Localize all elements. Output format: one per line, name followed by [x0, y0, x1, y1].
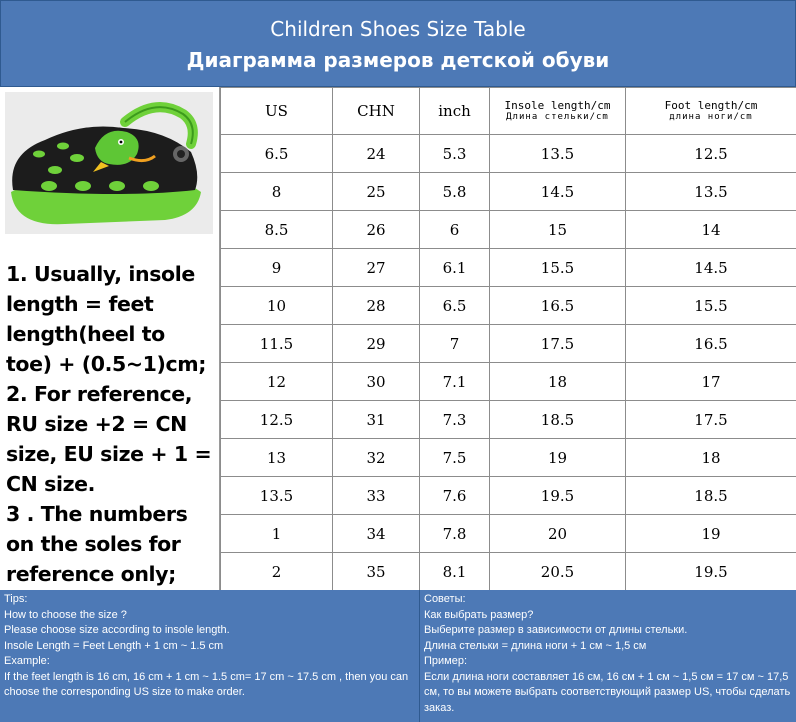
cell-us: 10 — [221, 287, 333, 325]
clog-shoe-icon — [5, 92, 213, 234]
cell-insole: 14.5 — [490, 173, 626, 211]
table-row — [221, 553, 796, 591]
table-row — [221, 439, 796, 477]
cell-chn: 26 — [333, 211, 420, 249]
product-image — [5, 92, 213, 234]
cell-inch: 7.8 — [420, 515, 490, 553]
cell-foot: 19.5 — [626, 553, 796, 591]
cell-chn: 29 — [333, 325, 420, 363]
cell-insole: 16.5 — [490, 287, 626, 325]
title-russian: Диаграмма размеров детской обуви — [186, 48, 610, 72]
tips-en-line: Tips: — [4, 593, 28, 605]
cell-chn: 32 — [333, 439, 420, 477]
tips-en-line: If the feet length is 16 cm, 16 cm + 1 cm ~ 1.5 cm= 17 cm ~ 17.5 cm , then you can choose the corresponding US size to make order. — [4, 670, 409, 698]
cell-us: 1 — [221, 515, 333, 553]
cell-chn: 34 — [333, 515, 420, 553]
cell-inch: 5.8 — [420, 173, 490, 211]
header-insole-ru: Длина стельки/cm — [506, 112, 609, 122]
table-body — [221, 135, 796, 591]
table-header-row — [221, 88, 796, 135]
cell-inch: 7.1 — [420, 363, 490, 401]
cell-us: 13.5 — [221, 477, 333, 515]
left-panel — [0, 87, 220, 590]
cell-insole: 20.5 — [490, 553, 626, 591]
cell-chn: 24 — [333, 135, 420, 173]
cell-foot: 17.5 — [626, 401, 796, 439]
cell-us: 2 — [221, 553, 333, 591]
cell-chn: 25 — [333, 173, 420, 211]
tips-en-line: Insole Length = Feet Length + 1 cm ~ 1.5 cm — [4, 639, 224, 652]
tips-english — [0, 590, 420, 722]
tips-ru-line: Выберите размер в зависимости от длины стельки. — [424, 624, 688, 636]
cell-insole: 15.5 — [490, 249, 626, 287]
table-row — [221, 477, 796, 515]
note-2: 2. For reference, RU size +2 = CN size, EU size + 1 = CN size. — [6, 382, 212, 496]
cell-us: 8 — [221, 173, 333, 211]
header-us: US — [221, 88, 333, 135]
cell-chn: 35 — [333, 553, 420, 591]
header-insole-en: Insole length/cm — [504, 99, 611, 112]
table-row — [221, 363, 796, 401]
cell-foot: 13.5 — [626, 173, 796, 211]
cell-us: 6.5 — [221, 135, 333, 173]
cell-insole: 19.5 — [490, 477, 626, 515]
cell-foot: 18 — [626, 439, 796, 477]
cell-inch: 5.3 — [420, 135, 490, 173]
header-inch: inch — [420, 88, 490, 135]
cell-inch: 7.3 — [420, 401, 490, 439]
cell-insole: 19 — [490, 439, 626, 477]
header-chn: CHN — [333, 88, 420, 135]
cell-insole: 18.5 — [490, 401, 626, 439]
tips-ru-line: Если длина ноги составляет 16 см, 16 см + 1 см ~ 1,5 см = 17 см ~ 17,5 см, то вы можете выбрать соответствующий размер US, чтобы сделать заказ. — [424, 670, 791, 714]
cell-foot: 15.5 — [626, 287, 796, 325]
header-foot — [626, 88, 796, 135]
note-1: 1. Usually, insole length = feet length(heel to toe) + (0.5~1)cm; — [6, 262, 207, 376]
table-row — [221, 211, 796, 249]
tips-ru-line: Пример: — [424, 655, 468, 667]
cell-foot: 14 — [626, 211, 796, 249]
cell-insole: 17.5 — [490, 325, 626, 363]
tips-ru-line: Как выбрать размер? — [424, 608, 534, 621]
cell-us: 13 — [221, 439, 333, 477]
size-table — [220, 87, 796, 591]
cell-foot: 16.5 — [626, 325, 796, 363]
cell-us: 9 — [221, 249, 333, 287]
cell-insole: 20 — [490, 515, 626, 553]
cell-foot: 18.5 — [626, 477, 796, 515]
cell-inch: 7 — [420, 325, 490, 363]
cell-inch: 8.1 — [420, 553, 490, 591]
cell-chn: 28 — [333, 287, 420, 325]
table-row — [221, 515, 796, 553]
cell-insole: 18 — [490, 363, 626, 401]
cell-chn: 33 — [333, 477, 420, 515]
cell-inch: 6.1 — [420, 249, 490, 287]
cell-chn: 31 — [333, 401, 420, 439]
tips-ru-line: Длина стельки = длина ноги + 1 см ~ 1,5 см — [424, 639, 647, 652]
table-row — [221, 401, 796, 439]
page-header — [0, 0, 796, 87]
header-insole — [490, 88, 626, 135]
header-foot-ru: длина ноги/cm — [669, 112, 753, 122]
cell-insole: 15 — [490, 211, 626, 249]
table-row — [221, 135, 796, 173]
cell-inch: 6.5 — [420, 287, 490, 325]
cell-insole: 13.5 — [490, 135, 626, 173]
tips-russian — [420, 590, 796, 722]
cell-foot: 19 — [626, 515, 796, 553]
cell-foot: 12.5 — [626, 135, 796, 173]
table-row — [221, 249, 796, 287]
tips-en-line: Please choose size according to insole length. — [4, 624, 230, 636]
cell-inch: 7.6 — [420, 477, 490, 515]
tips-ru-line: Советы: — [424, 593, 466, 605]
tips-en-line: How to choose the size ? — [4, 608, 127, 621]
cell-foot: 17 — [626, 363, 796, 401]
table-row — [221, 325, 796, 363]
size-notes — [6, 259, 216, 589]
table-row — [221, 287, 796, 325]
header-foot-en: Foot length/cm — [664, 99, 758, 112]
cell-chn: 30 — [333, 363, 420, 401]
note-3: 3 . The numbers on the soles for reference only; — [6, 502, 188, 586]
cell-inch: 7.5 — [420, 439, 490, 477]
cell-us: 8.5 — [221, 211, 333, 249]
tips-en-line: Example: — [4, 655, 50, 667]
cell-us: 12 — [221, 363, 333, 401]
cell-foot: 14.5 — [626, 249, 796, 287]
cell-inch: 6 — [420, 211, 490, 249]
cell-us: 12.5 — [221, 401, 333, 439]
title-english: Children Shoes Size Table — [270, 17, 526, 41]
cell-chn: 27 — [333, 249, 420, 287]
table-row — [221, 173, 796, 211]
cell-us: 11.5 — [221, 325, 333, 363]
